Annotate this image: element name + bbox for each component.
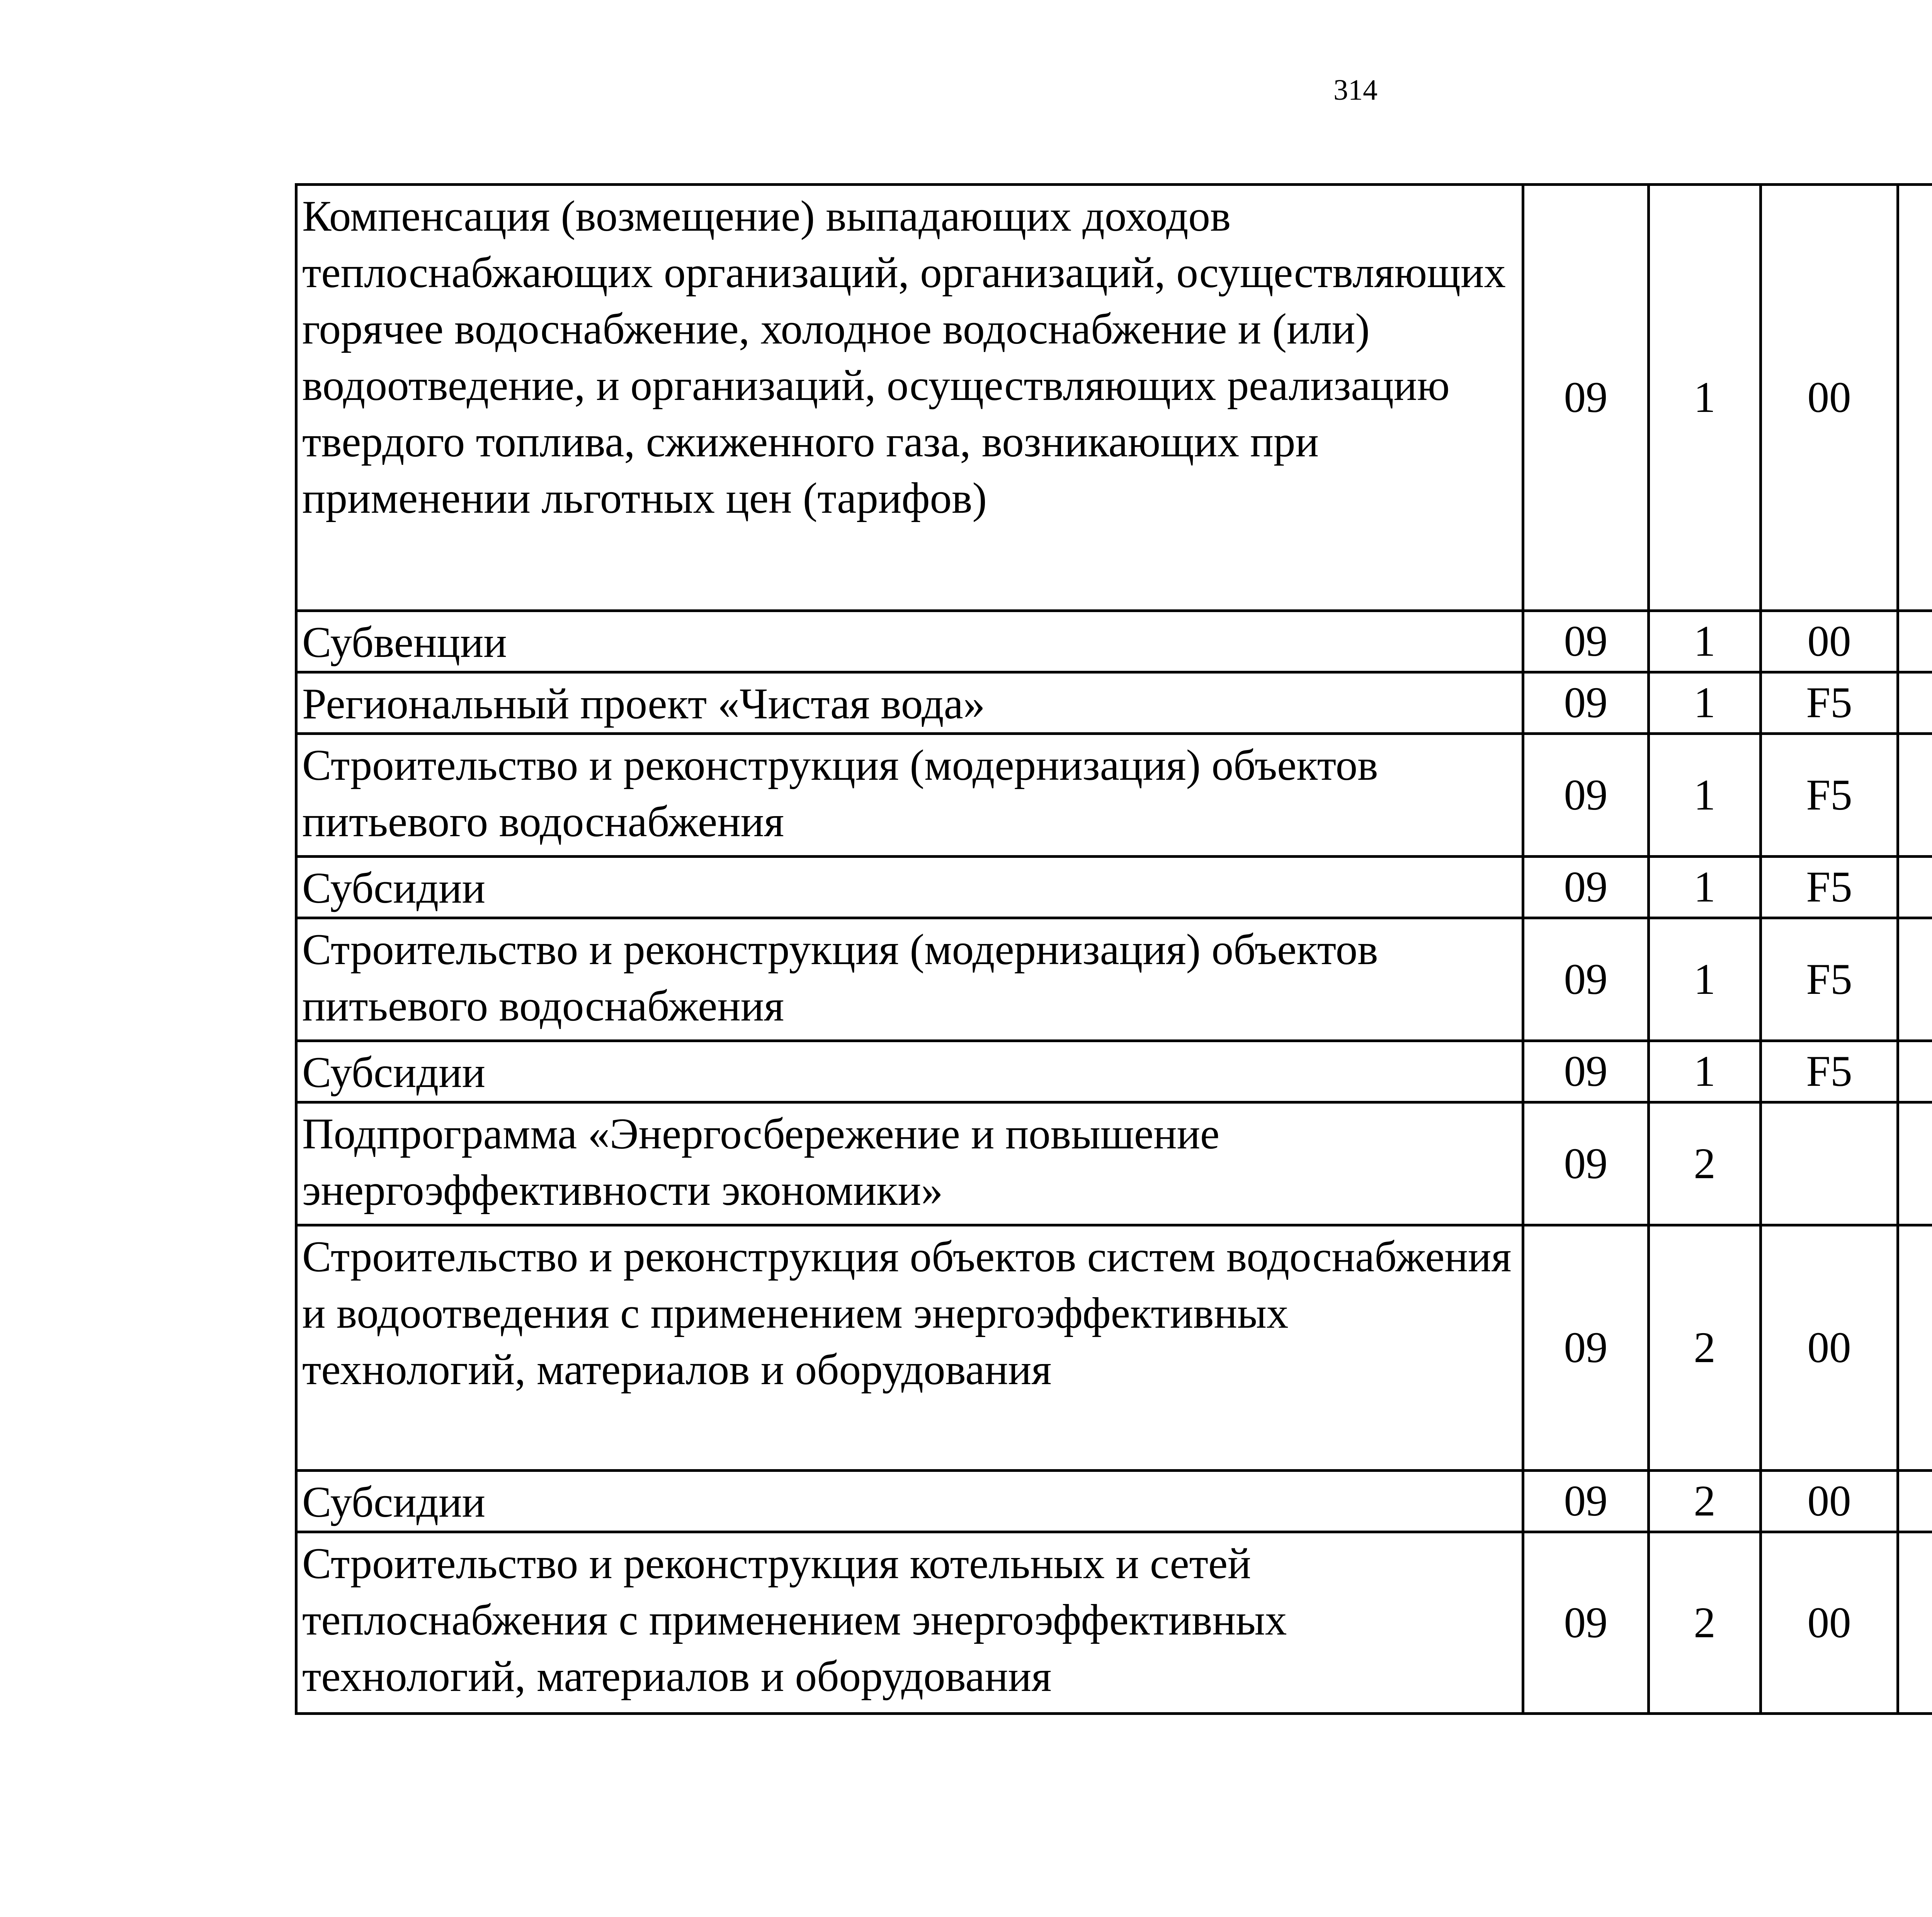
section-code: 09 [1523, 1041, 1649, 1102]
program-code: 2 [1649, 1532, 1761, 1714]
table-row [296, 185, 1932, 611]
row-name: Субсидии [296, 1041, 1523, 1102]
subprogram-code: 00 [1761, 1225, 1898, 1471]
table-row [296, 1225, 1932, 1471]
table-row [296, 672, 1932, 734]
subprogram-code: 00 [1761, 1471, 1898, 1532]
subprogram-code [1761, 1102, 1898, 1225]
section-code: 09 [1523, 1102, 1649, 1225]
table-row [296, 734, 1932, 857]
budget-table [295, 183, 1932, 1715]
table-row [296, 857, 1932, 918]
row-name: Компенсация (возмещение) выпадающих доходов теплоснабжающих организаций, организаций, осуществляющих горячее водоснабжение, холодное водоснабжение и (или) водоотведение, и организаций, осуществляющих реализацию твердого топлива, сжиженного газа, возникающих при применении льготных цен (тарифов) [296, 185, 1523, 611]
row-name: Субсидии [296, 1471, 1523, 1532]
subprogram-code: F5 [1761, 734, 1898, 857]
page-number: 314 [1333, 74, 1378, 106]
table-row [296, 1041, 1932, 1102]
subprogram-code: 00 [1761, 185, 1898, 611]
section-code: 09 [1523, 1532, 1649, 1714]
table-row [296, 611, 1932, 672]
direction-code [1898, 734, 1932, 857]
subprogram-code: 00 [1761, 1532, 1898, 1714]
section-code: 09 [1523, 857, 1649, 918]
row-name: Строительство и реконструкция (модернизация) объектов питьевого водоснабжения [296, 918, 1523, 1041]
program-code: 2 [1649, 1471, 1761, 1532]
program-code: 1 [1649, 185, 1761, 611]
table-row [296, 1102, 1932, 1225]
direction-code [1898, 918, 1932, 1041]
program-code: 2 [1649, 1225, 1761, 1471]
row-name: Строительство и реконструкция (модернизация) объектов питьевого водоснабжения [296, 734, 1523, 857]
section-code: 09 [1523, 1225, 1649, 1471]
section-code: 09 [1523, 185, 1649, 611]
direction-code [1898, 1471, 1932, 1532]
direction-code [1898, 672, 1932, 734]
subprogram-code: F5 [1761, 672, 1898, 734]
row-name: Строительство и реконструкция объектов систем водоснабжения и водоотведения с применением энергоэффективных технологий, материалов и оборудования [296, 1225, 1523, 1471]
direction-code [1898, 185, 1932, 611]
table-row [296, 1471, 1932, 1532]
row-name: Региональный проект «Чистая вода» [296, 672, 1523, 734]
direction-code [1898, 1225, 1932, 1471]
row-name: Строительство и реконструкция котельных и сетей теплоснабжения с применением энергоэффективных технологий, материалов и оборудования [296, 1532, 1523, 1714]
section-code: 09 [1523, 611, 1649, 672]
program-code: 1 [1649, 857, 1761, 918]
program-code: 1 [1649, 734, 1761, 857]
direction-code [1898, 1532, 1932, 1714]
direction-code [1898, 611, 1932, 672]
program-code: 2 [1649, 1102, 1761, 1225]
table-row [296, 1532, 1932, 1714]
section-code: 09 [1523, 918, 1649, 1041]
row-name: Субвенции [296, 611, 1523, 672]
direction-code [1898, 857, 1932, 918]
program-code: 1 [1649, 1041, 1761, 1102]
section-code: 09 [1523, 734, 1649, 857]
subprogram-code: F5 [1761, 857, 1898, 918]
section-code: 09 [1523, 1471, 1649, 1532]
program-code: 1 [1649, 611, 1761, 672]
section-code: 09 [1523, 672, 1649, 734]
program-code: 1 [1649, 672, 1761, 734]
direction-code [1898, 1041, 1932, 1102]
program-code: 1 [1649, 918, 1761, 1041]
row-name: Подпрограмма «Энергосбережение и повышение энергоэффективности экономики» [296, 1102, 1523, 1225]
subprogram-code: 00 [1761, 611, 1898, 672]
subprogram-code: F5 [1761, 1041, 1898, 1102]
direction-code [1898, 1102, 1932, 1225]
table-row [296, 918, 1932, 1041]
row-name: Субсидии [296, 857, 1523, 918]
subprogram-code: F5 [1761, 918, 1898, 1041]
